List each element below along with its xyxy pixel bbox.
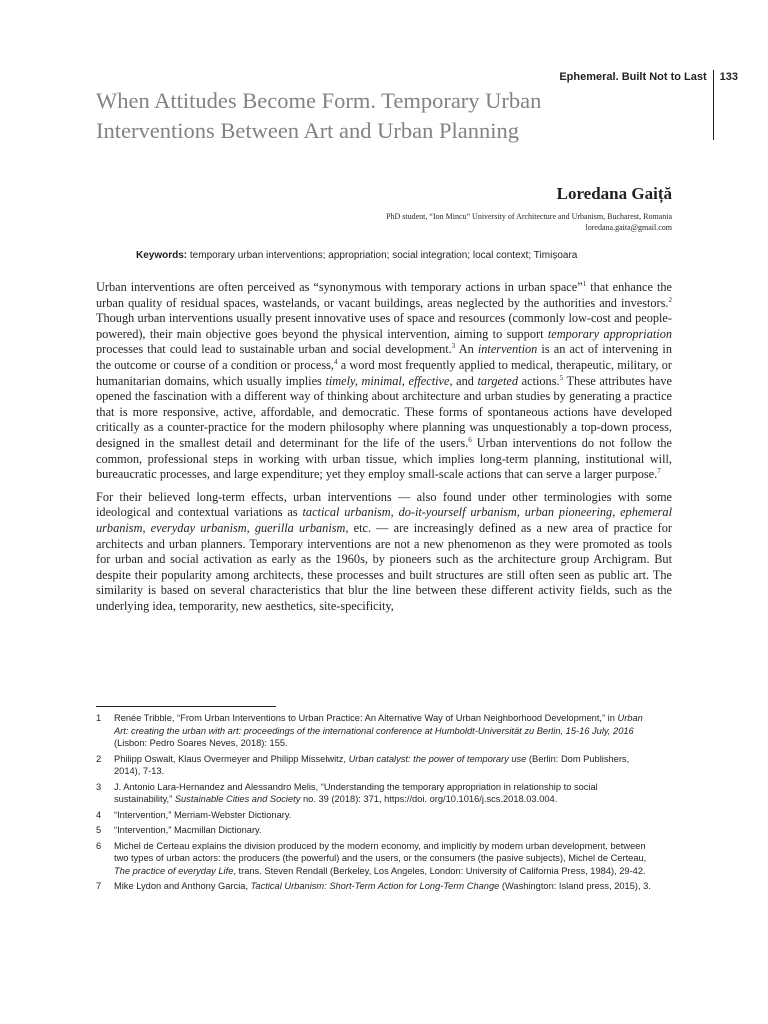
footnote-text [114,880,656,893]
emphasis: Tactical Urbanism: Short-Term Action for Long-Term Change [250,881,500,891]
emphasis: tactical urbanism, do-it-yourself urbanism, urban pioneering, ephemeral urbanism, everyday urbanism, guerilla urbanism [96,505,672,535]
text-run: (Lisbon: Pedro Soares Neves, 2018): 155. [114,738,288,748]
footnote-text: “Intervention,” Macmillan Dictionary. [114,825,262,835]
author-affiliation [386,211,672,233]
footnote [96,753,656,778]
footnote-ref[interactable]: 2 [668,295,672,304]
paragraph-1 [96,280,672,483]
footnotes [96,712,656,896]
footnote [96,809,656,822]
text-run: Though urban interventions usually present innovative uses of space and resources (commonly low-cost and people-powered), their main objective goes beyond the physical intervention, aiming to support [96,311,672,341]
footnote-ref[interactable]: 6 [468,435,472,444]
author-email[interactable]: loredana.gaita@gmail.com [585,223,672,232]
footnote [96,824,656,837]
text-run: a word most frequently applied to medical, therapeutic, military, or humanitarian domains, which usually implies [96,357,672,388]
footnote-text [114,781,656,806]
footnote-text [114,840,656,878]
footnote-ref[interactable]: 5 [559,373,564,382]
author-name: Loredana Gaiță [556,184,672,203]
emphasis: The practice of everyday Life [114,865,234,876]
emphasis: timely, minimal, effective, [325,373,453,388]
text-run: is an act of intervening in the outcome or course of a condition or process, [96,342,672,372]
text-run: For their believed long-term effects, urban interventions — also found under other terminologies with some ideological and contextual variations as [96,489,672,520]
page-number: 133 [719,71,738,83]
text-run: These attributes have opened the fascination with a different way of thinking about architecture and urban studies by generating a practice that is more responsive, active, affordable, and democratic. These forms of spontaneous actions have developed critically as a counter-practice for the modern philosophy where planning was unquestionably a top-down process, designed in the smallest detail and determinant for the life of the users. [96,373,672,450]
header-divider [713,70,714,140]
keywords-list: temporary urban interventions; appropriation; social integration; local context; Timișoara [189,250,578,261]
footnote-rule [96,706,276,707]
text-run: , etc. — are increasingly defined as a new area of practice for architects and urban planners. Temporary interventions are not a new phenomenon as they were promoted as tools for urban and social activation as early as the 1960s, by pioneers such as the architecture group Archigram. But despite their popularity among architects, these processes and built structures are still often seen as public art. The similarity is based on several characteristics that blur the line between these different activity fields, such as the underlying idea, temporarity, new aesthetics, site-specificity, [96,520,672,613]
text-run: An [455,342,478,357]
emphasis: intervention [477,342,538,357]
text-run: (Washington: Island press, 2015), 3. [499,881,651,891]
text-run: Urban interventions are often perceived as “synonymous with temporary actions in urban space” [96,280,583,294]
footnote-ref[interactable]: 7 [657,467,661,476]
footnote [96,781,656,806]
paragraph-2 [96,490,672,615]
text-run: Philipp Oswalt, Klaus Overmeyer and Philipp Misselwitz, [114,753,349,764]
footnote-number: 2 [96,753,102,764]
footnote [96,712,656,750]
footnote-ref[interactable]: 4 [333,357,338,366]
emphasis: Urban catalyst: the power of temporary use [348,753,527,764]
emphasis: Urban Art: creating the urban with art: proceedings of the international conference at Humboldt-Universität zu Berlin, 15-16 July, 2016 [114,713,643,736]
footnote-text [114,712,656,750]
text-run[interactable]: no. 39 (2018): 371, https://doi. org/10.1016/j.scs.2018.03.004. [300,794,558,804]
footnote [96,880,656,893]
article-body [96,280,672,621]
footnote-number: 6 [96,840,102,851]
affiliation-text: PhD student, “Ion Mincu” University of Architecture and Urbanism, Bucharest, Romania [386,212,672,221]
footnote-text: “Intervention,” Merriam-Webster Dictionary. [114,809,292,820]
text-run: Renée Tribble, “From Urban Interventions to Urban Practice: An Alternative Way of Urban Neighborhood Development,” in [114,713,618,723]
text-run: that enhance the urban quality of residual spaces, wastelands, or vacant buildings, areas neglected by the authorities and investors. [96,280,672,310]
footnote-number: 1 [96,713,102,723]
footnote-number: 3 [96,781,102,792]
text-run: and [452,373,478,388]
text-run: , trans. Steven Rendall (Berkeley, Los Angeles, London: University of California Press, 1984), 29-42. [233,865,646,876]
footnote-ref[interactable]: 1 [582,279,587,288]
footnote [96,840,656,878]
text-run: Michel de Certeau explains the division produced by the modern economy, and implicitly by modern urban development, between two types of urban actors: the producers (the powerful) and the users, or the consumers (the pasive subjects), Michel de Certeau, [114,840,647,863]
article-title: When Attitudes Become Form. Temporary Urban Interventions Between Art and Urban Planning [96,88,542,143]
text-run: Urban interventions do not follow the common, professional steps in working with urban tissue, which implies long-term planning, institutional will, bureaucratic processes, and large expenditure; yet they employ small-scale actions that can serve a larger purpose. [96,435,672,482]
text-run: J. Antonio Lara-Hernandez and Alessandro Melis, “Understanding the temporary appropriation in relationship to social sustainability,” [114,781,598,804]
footnote-number: 5 [96,825,102,835]
emphasis: targeted [477,373,519,388]
footnote-text [114,753,656,778]
emphasis: Sustainable Cities and Society [174,794,301,804]
keywords [136,250,577,261]
emphasis: temporary appropriation [547,326,672,341]
footnote-ref[interactable]: 3 [451,342,456,351]
text-run: processes that could lead to sustainable urban and social development. [96,342,452,357]
running-header-title: Ephemeral. Built Not to Last [559,71,707,83]
text-run: actions. [518,373,560,388]
text-run: Mike Lydon and Anthony Garcia, [114,881,251,891]
footnote-number: 4 [96,809,102,820]
keywords-label: Keywords: [136,250,188,261]
text-run: (Berlin: Dom Publishers, 2014), 7-13. [114,753,630,776]
footnote-number: 7 [96,881,102,891]
